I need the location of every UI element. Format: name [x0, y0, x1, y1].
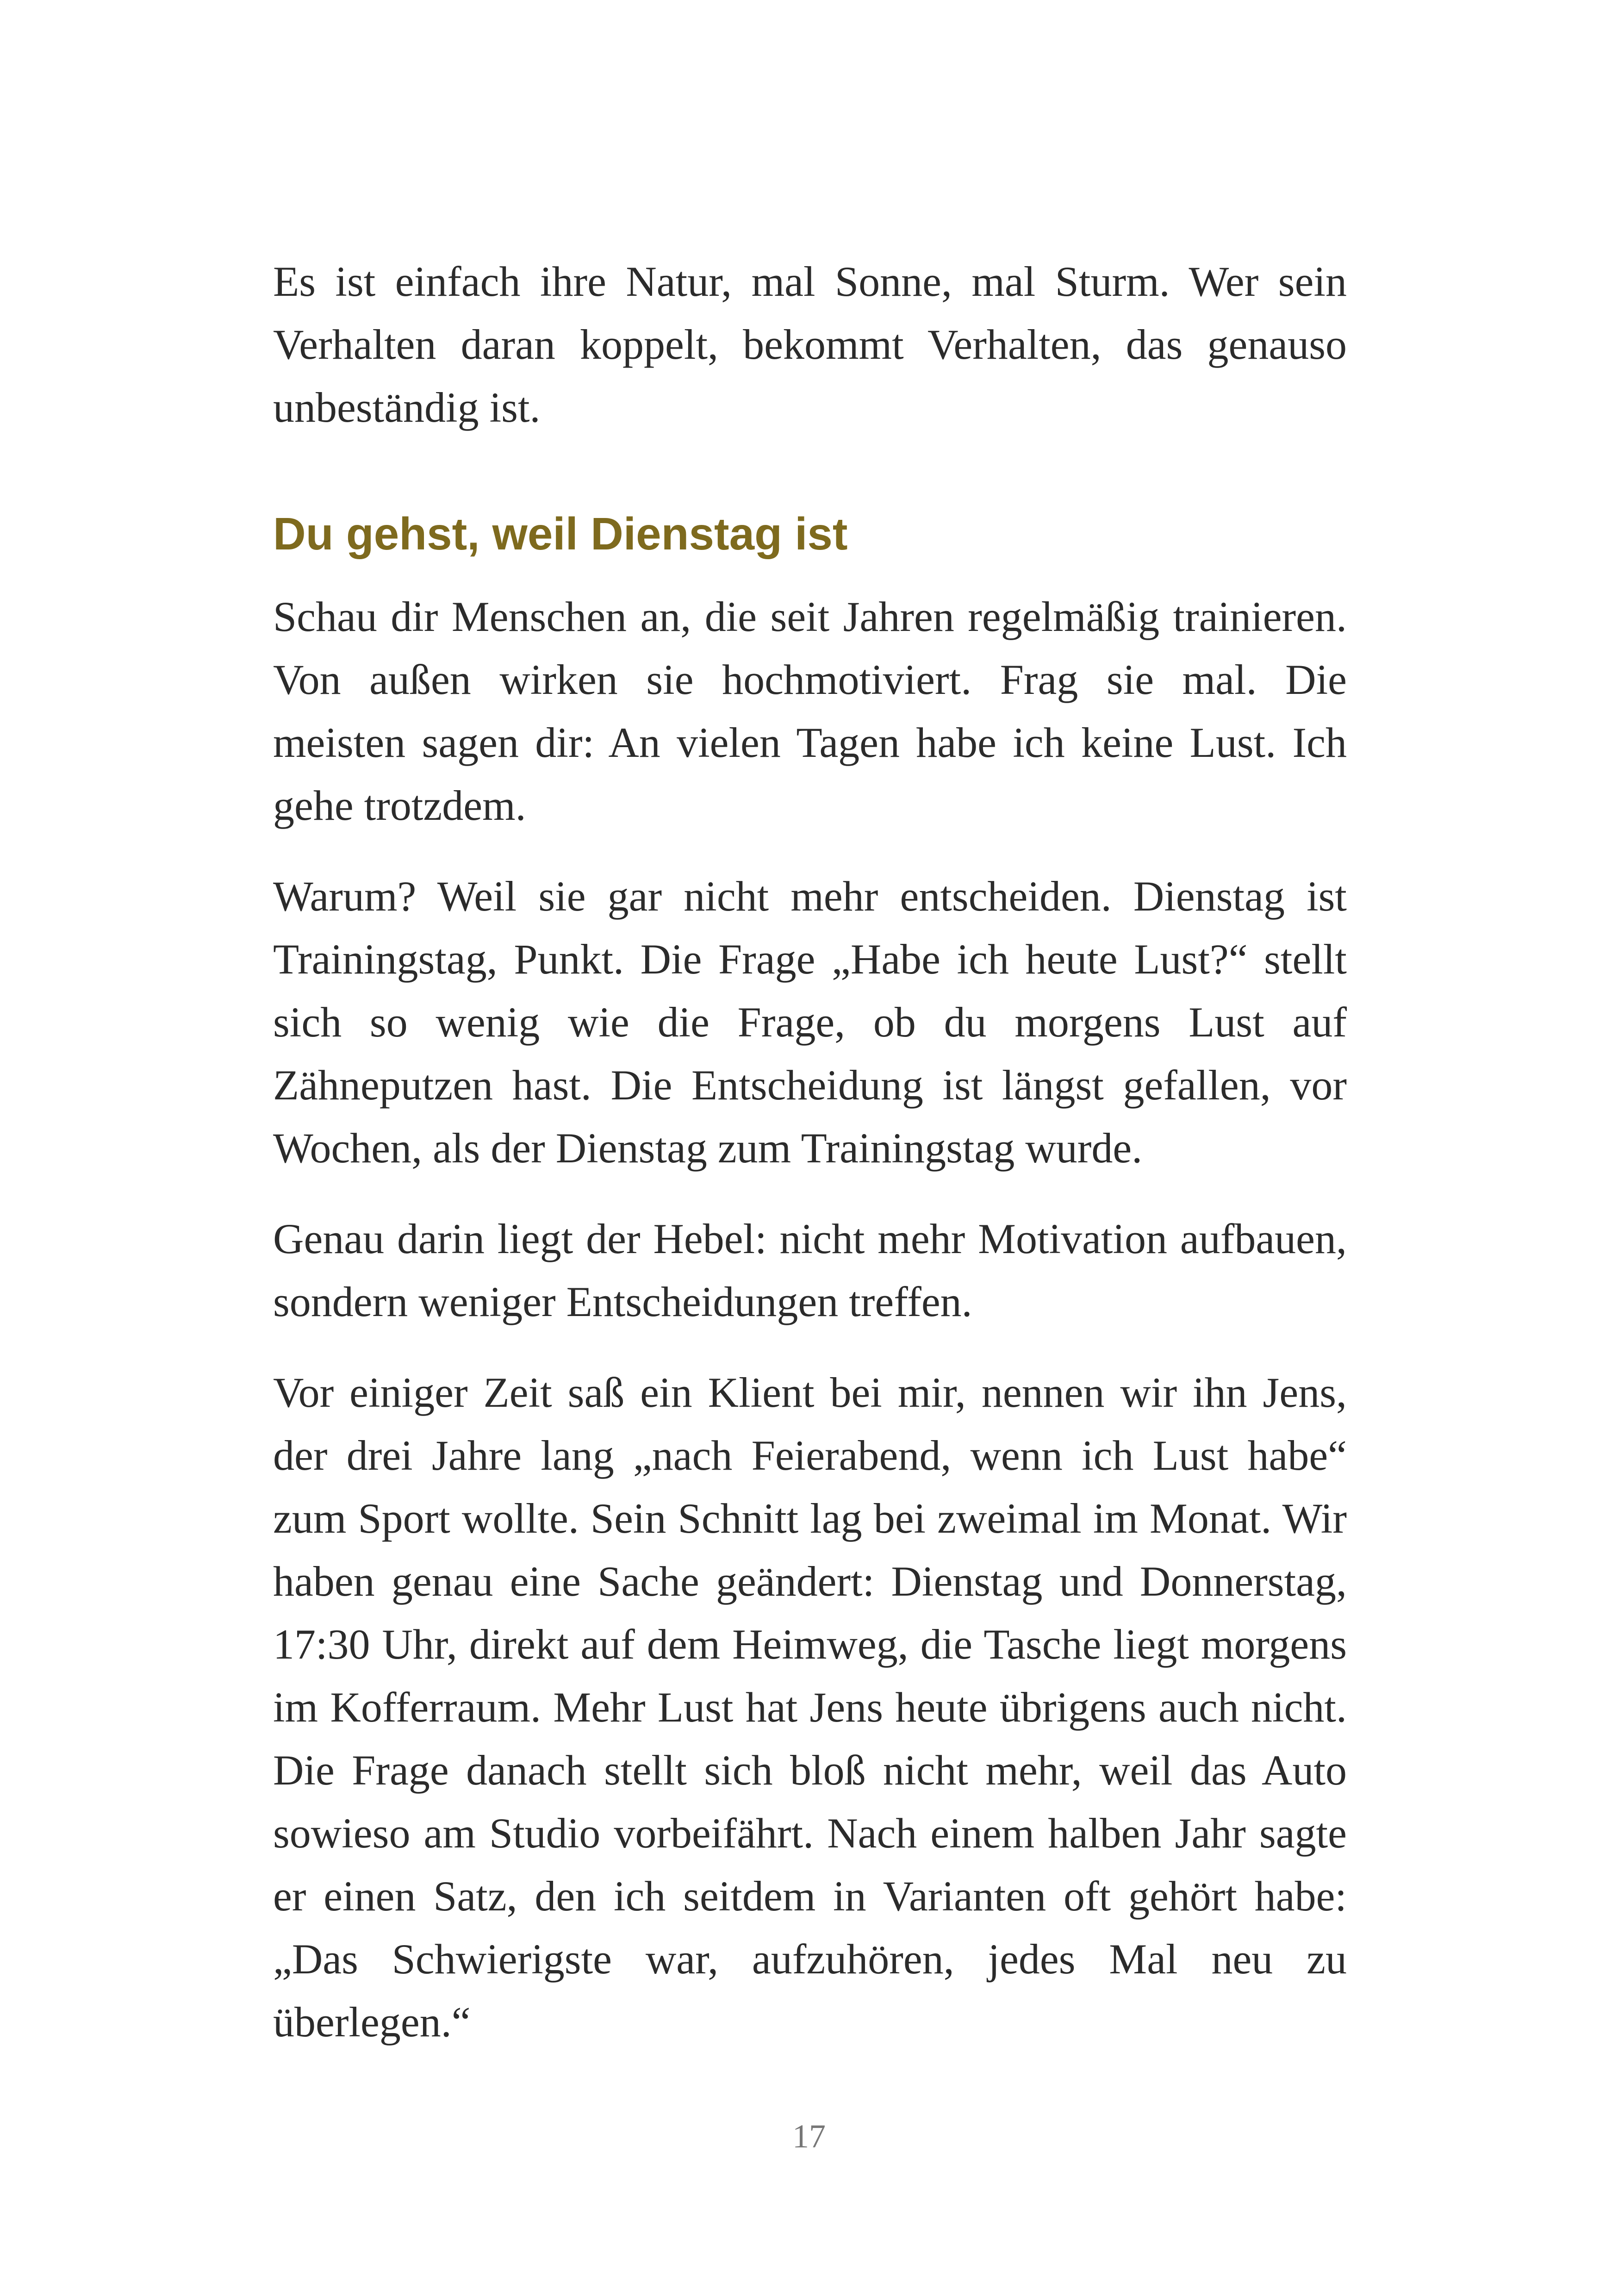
- section-heading: Du gehst, weil Dienstag ist: [273, 508, 848, 559]
- paragraph-1: Schau dir Menschen an, die seit Jahren regelmäßig trainieren. Von außen wirken sie hochmotiviert. Frag sie mal. Die meisten sagen dir: An vielen Tagen habe ich keine Lust. Ich gehe trotzdem.: [273, 593, 1347, 829]
- paragraph-intro: Es ist einfach ihre Natur, mal Sonne, mal Sturm. Wer sein Verhalten daran koppelt, bekommt Verhalten, das genauso unbeständig ist.: [273, 258, 1347, 431]
- text-column: [273, 250, 1347, 2081]
- paragraph-2: Warum? Weil sie gar nicht mehr entscheiden. Dienstag ist Trainingstag, Punkt. Die Frage „Habe ich heute Lust?“ stellt sich so wenig wie die Frage, ob du morgens Lust auf Zähneputzen hast. Die Entscheidung ist längst gefallen, vor Wochen, als der Dienstag zum Trainingstag wurde.: [273, 873, 1347, 1172]
- paragraph-3: Genau darin liegt der Hebel: nicht mehr Motivation aufbauen, sondern weniger Entscheidungen treffen.: [273, 1215, 1347, 1325]
- paragraph-4: Vor einiger Zeit saß ein Klient bei mir, nennen wir ihn Jens, der drei Jahre lang „nach Feierabend, wenn ich Lust habe“ zum Sport wollte. Sein Schnitt lag bei zweimal im Monat. Wir haben genau eine Sache geändert: Dienstag und Donnerstag, 17:30 Uhr, direkt auf dem Heimweg, die Tasche liegt morgens im Kofferraum. Mehr Lust hat Jens heute übrigens auch nicht. Die Frage danach stellt sich bloß nicht mehr, weil das Auto sowieso am Studio vorbeifährt. Nach einem halben Jahr sagte er einen Satz, den ich seitdem in Varianten oft gehört habe: „Das Schwierigste war, aufzuhören, jedes Mal neu zu überlegen.“: [273, 1369, 1347, 2046]
- page-number: 17: [792, 2118, 826, 2155]
